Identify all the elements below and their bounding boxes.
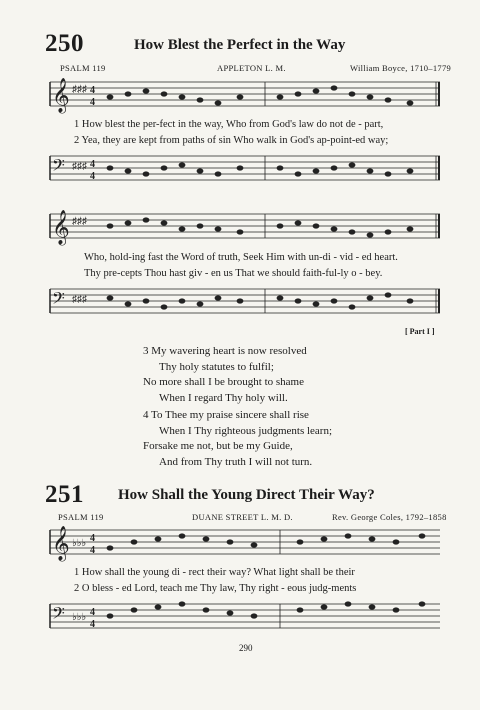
hymn-title: How Shall the Young Direct Their Way? xyxy=(118,487,375,503)
stanza-line: And from Thy truth I will not turn. xyxy=(159,455,313,468)
svg-text:♭♭♭: ♭♭♭ xyxy=(72,538,87,549)
music-staff-treble xyxy=(50,208,440,248)
svg-text:4: 4 xyxy=(90,85,95,96)
composer: Rev. George Coles, 1792–1858 xyxy=(332,512,447,522)
stanza-line: 4 To Thee my praise sincere shall rise xyxy=(143,409,309,421)
music-staff-bass xyxy=(50,598,440,638)
svg-text:𝄢: 𝄢 xyxy=(52,157,65,179)
svg-text:♯♯♯: ♯♯♯ xyxy=(72,161,87,172)
lyric-line: 1 How blest the per-fect in the way, Who from God's law do not de - part, xyxy=(74,119,384,130)
lyric-line: 2 O bless - ed Lord, teach me Thy law, Thy right - eous judg-ments xyxy=(74,583,357,594)
stanza-line: When I regard Thy holy will. xyxy=(159,391,288,404)
svg-text:𝄞: 𝄞 xyxy=(52,211,70,244)
tune-name: APPLETON L. M. xyxy=(217,63,286,73)
part-label: [ Part I ] xyxy=(405,327,435,336)
music-staff-bass xyxy=(50,150,440,190)
composer: William Boyce, 1710–1779 xyxy=(350,63,452,73)
svg-text:♯♯♯: ♯♯♯ xyxy=(72,294,87,305)
page-number: 290 xyxy=(239,643,253,653)
svg-text:4: 4 xyxy=(90,171,95,182)
music-staff-treble xyxy=(50,524,440,564)
stanza xyxy=(143,344,307,406)
tune-name: DUANE STREET L. M. D. xyxy=(192,512,293,522)
music-staff-bass xyxy=(50,283,440,323)
svg-text:𝄢: 𝄢 xyxy=(52,290,65,312)
svg-text:♯♯♯: ♯♯♯ xyxy=(72,84,87,95)
stanza-line: When I Thy righteous judgments learn; xyxy=(159,424,333,437)
svg-text:4: 4 xyxy=(90,545,95,556)
svg-text:𝄢: 𝄢 xyxy=(52,605,65,627)
svg-text:4: 4 xyxy=(90,533,95,544)
svg-text:𝄞: 𝄞 xyxy=(52,527,70,560)
stanza xyxy=(143,408,332,470)
hymn-number: 250 xyxy=(45,30,84,57)
svg-text:♯♯♯: ♯♯♯ xyxy=(72,216,87,227)
lyric-line: 1 How shall the young di - rect their way? What light shall be their xyxy=(74,567,355,578)
svg-text:♭♭♭: ♭♭♭ xyxy=(72,612,87,623)
stanza-line: Thy holy statutes to fulfil; xyxy=(159,360,274,373)
hymn-number: 251 xyxy=(45,481,84,508)
svg-text:𝄞: 𝄞 xyxy=(52,79,70,112)
stanza-line: 3 My wavering heart is now resolved xyxy=(143,345,307,357)
lyric-line: Thy pre-cepts Thou hast giv - en us That we should faith-ful-ly o - bey. xyxy=(84,268,383,279)
svg-text:4: 4 xyxy=(90,159,95,170)
hymn-title: How Blest the Perfect in the Way xyxy=(134,37,346,53)
stanza-line: Forsake me not, but be my Guide, xyxy=(143,440,293,452)
svg-text:4: 4 xyxy=(90,619,95,630)
svg-text:4: 4 xyxy=(90,97,95,108)
lyric-line: Who, hold-ing fast the Word of truth, Seek Him with un-di - vid - ed heart. xyxy=(84,252,398,263)
psalm-reference: PSALM 119 xyxy=(58,512,104,522)
music-staff-treble xyxy=(50,76,440,116)
psalm-reference: PSALM 119 xyxy=(60,63,106,73)
svg-text:4: 4 xyxy=(90,607,95,618)
lyric-line: 2 Yea, they are kept from paths of sin Who walk in God's ap-point-ed way; xyxy=(74,135,389,146)
stanza-line: No more shall I be brought to shame xyxy=(143,376,304,388)
